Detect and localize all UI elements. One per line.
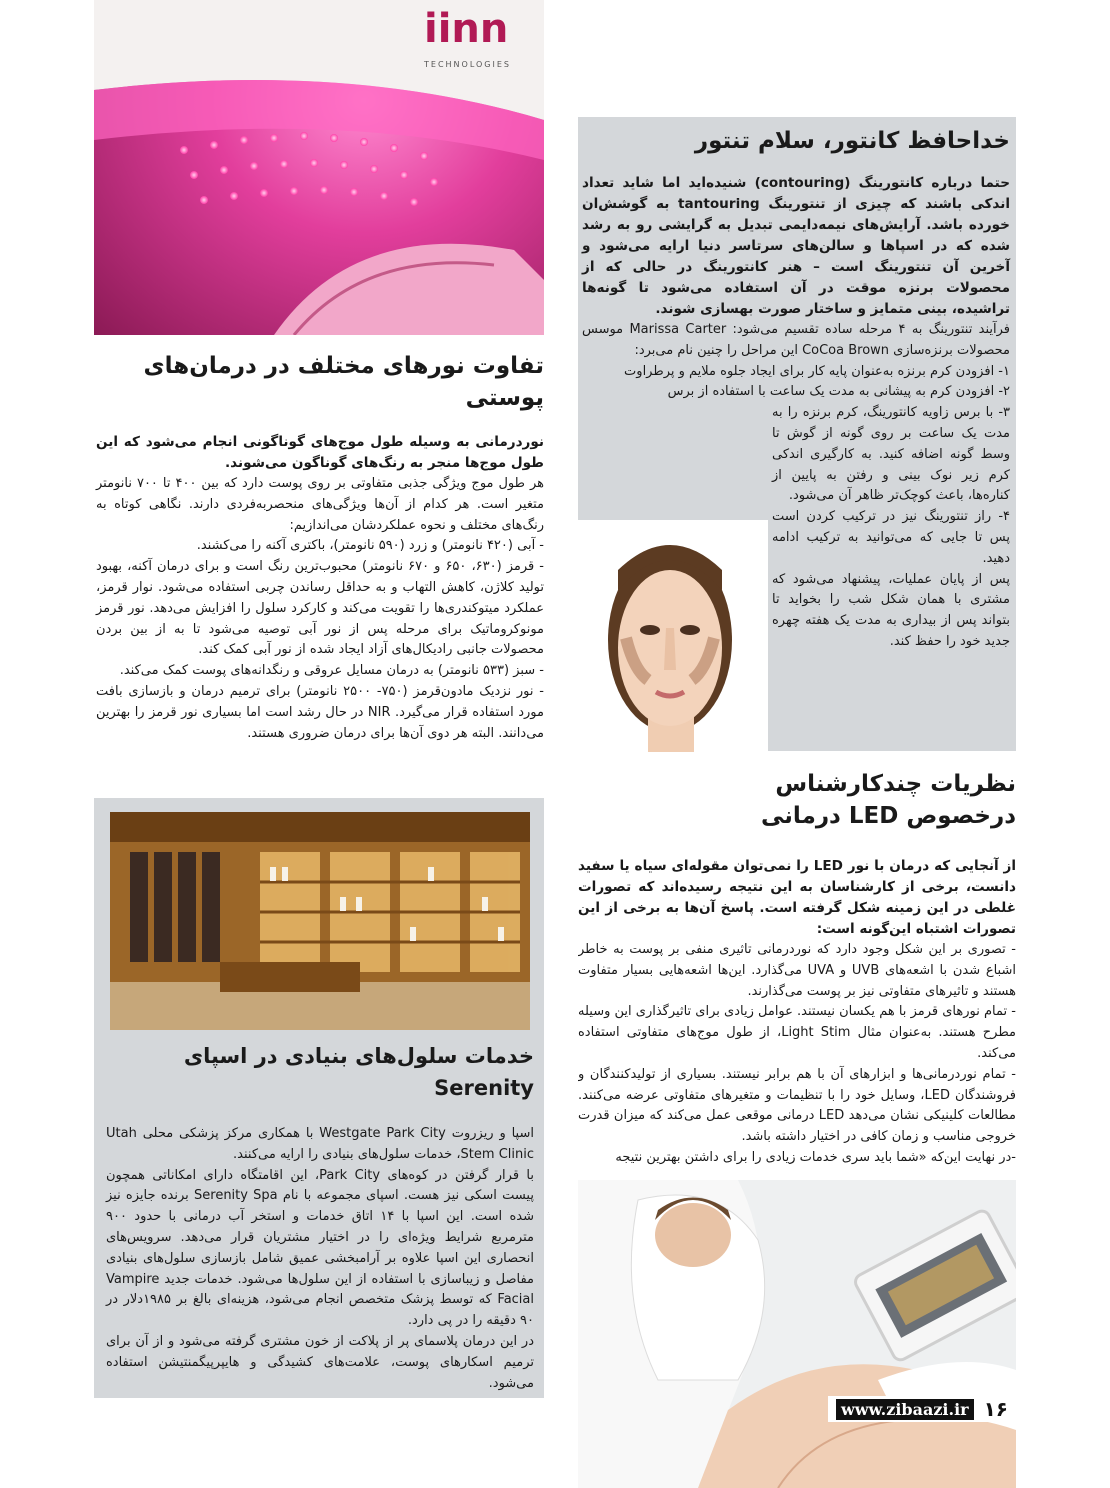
lights-lead: نوردرمانی به وسیله طول موج‌های گوناگونی انجام می‌شود که این طول موج‌ها منجر به رنگ‌های گوناگون می‌شوند.	[96, 434, 544, 471]
experts-title-line-1: نظریات چندکارشناس	[775, 771, 1016, 797]
led-brand-name: iinn	[424, 6, 509, 52]
lights-red: - قرمز (۶۳۰، ۶۵۰ و ۶۷۰ نانومتر) محبوب‌ترین رنگ است و برای درمان آکنه، بهبود تولید کلاژن، کاهش التهاب و به حداقل رساندن چربی استفاده می‌شود. نوار قرمز، عملکرد میتوکندری‌ها را تقویت می‌کند و کارکرد سلول را افزایش می‌دهد. نور قرمز مونوکروماتیک برای مرحله پس از نور آبی توصیه می‌شود تا به از بین بردن محصولات جانبی رادیکال‌های آزاد ایجاد شده از نور آبی کمک کند.	[96, 559, 544, 658]
serenity-p2: با قرار گرفتن در کوه‌های Park City، این اقامتگاه دارای امکاناتی همچون پیست اسکی نیز هست. اسپای مجموعه با نام Serenity Spa برنده جایزه نیز شده است. این اسپا با ۱۴ اتاق خدمات و استخر آب درمانی با حدود ۹۰۰ مترمربع شرایط ویژه‌ای را در اختیار مشتریان قرار می‌دهد. سرویس‌های انحصاری این اسپا علاوه بر آرامبخشی عمیق شامل بازسازی سلول‌های بنیادی مفاصل و زیباسازی با استفاده از این سلول‌ها می‌شود. خدمات جدید Vampire Facial که توسط پزشک متخصص انجام می‌شود، هزینه‌ای بالغ بر ۱۹۸۵دلار در ۹۰ دقیقه را در پی دارد.	[106, 1167, 535, 1329]
contour-intro: فرآیند تنتورینگ به ۴ مرحله ساده تقسیم می‌شود: Marissa Carter موسس محصولات برنزه‌سازی CoCoa Brown این مراحل را چنین نام می‌برد:	[582, 322, 1010, 358]
website-link[interactable]: www.zibaazi.ir	[836, 1399, 974, 1420]
experts-title-line-2: درخصوص LED درمانی	[761, 803, 1016, 829]
lights-green: - سبز (۵۳۳ نانومتر) به درمان مسایل عروقی و رنگدانه‌های پوست کمک می‌کند.	[119, 663, 544, 679]
lights-title: تفاوت نورهای مختلف در درمان‌های پوستی	[143, 353, 544, 411]
led-brand-logo	[424, 6, 544, 71]
serenity-title: خدمات سلول‌های بنیادی در اسپای Serenity	[183, 1044, 534, 1100]
spa-shelves-illustration	[110, 812, 530, 1030]
lights-article	[96, 350, 544, 744]
contour-title: خداحافظ کانتور، سلام تنتور	[694, 128, 1010, 154]
contour-after: پس از پایان عملیات، پیشنهاد می‌شود که مشتری با همان شکل شب را بخواید تا بتواند پس از بیداری به مدت یک هفته چهره جدید خود را حفظ کند.	[772, 571, 1010, 649]
serenity-p3: در این درمان پلاسمای پر از پلاکت از خون مشتری گرفته می‌شود و از آن برای ترمیم اسکارهای پوست، علامت‌های کشیدگی و هایپرپیگمنتیشن استفاده می‌شود.	[106, 1333, 534, 1391]
experts-article	[578, 768, 1016, 1180]
spa-shop-photo	[110, 812, 530, 1030]
experts-bullet-3: - تمام نوردرمانی‌ها و ابزارهای آن با هم برابر نیستند. بسیاری از تولیدکنندگان و فروشندگان LED، وسایل خود را با تنظیمات و متغیرهای متفاوتی عرضه می‌کنند. مطالعات کلینیکی نشان می‌دهد LED درمانی موقعی عمل می‌کند که میزان قدرت خروجی مناسب و زمان کافی در اختیار داشته باشد.	[578, 1066, 1016, 1145]
page-footer	[828, 1396, 1016, 1422]
page-number: ۱۶	[983, 1397, 1008, 1421]
facial-treatment-illustration	[578, 1180, 1016, 1488]
experts-bullet-1: - تصوری بر این شکل وجود دارد که نوردرمانی تاثیری منفی بر پوست به خاطر اشباع شدن با اشعه‌های UVB و UVA می‌گذارد. این‌ها اشعه‌هایی بسیار متفاوت هستند و تاثیرهای متفاوتی نیز بر پوست می‌گذارند.	[578, 942, 1016, 999]
led-brand-sub: TECHNOLOGIES	[424, 60, 511, 69]
experts-bullet-2: - تمام نورهای قرمز با هم یکسان نیستند. عوامل زیادی برای تاثیرگذاری این وسیله مطرح هستند. به‌عنوان مثال Light Stim، از طول موج‌های متفاوتی استفاده می‌کند.	[578, 1004, 1016, 1061]
contour-step-3: ۳- با برس زاویه کانتورینگ، کرم برنزه را به مدت یک ساعت بر روی گونه از گوش تا وسط گونه اضافه کنید. به کارگیری اندکی کرم زیر نوک بینی و رفتن به پایین از کناره‌ها، باعث کوچک‌تر ظاهر آن می‌شود.	[772, 405, 1010, 504]
lights-nir: - نور نزدیک مادون‌قرمز (۷۵۰- ۲۵۰۰ نانومتر) برای ترمیم درمان و بازسازی بافت مورد استفاده قرار می‌گیرد. NIR در حال رشد است اما بسیاری نور قرمز را بهترین می‌دانند. البته هر دوی آن‌ها برای درمان ضروری هستند.	[96, 683, 544, 741]
experts-lead: از آنجایی که درمان با نور LED را نمی‌توان مقوله‌ای سیاه یا سفید دانست، برخی از کارشناسان به این نتیجه رسیده‌اند که تصورات غلطی در این زمینه شکل گرفته است. پاسخ آن‌ها به برخی از این تصورات اشتباه این‌گونه است:	[578, 858, 1016, 937]
serenity-article	[106, 1040, 534, 1394]
experts-bullet-4: -در نهایت این‌که «شما باید سری خدمات زیادی را برای داشتن بهترین نتیجه	[615, 1149, 1016, 1165]
contour-lead: حتما درباره کانتورینگ (contouring) شنیده‌اید اما شاید تعداد اندکی باشند که چیزی از تنتورینگ tantouring به گوشش‌ان خورده باشد. آرایش‌های نیمه‌دایمی تبدیل به گرایشی رو به رشد شده که در اسپاها و سالن‌های سرتاسر دنیا ارایه می‌شود و آخرین آن تنتورینگ است – هنر کانتورینگ در حالی که از محصولات برنزه موقت در آن استفاده می‌شود تا گونه‌ها تراشیده، بینی متمایز و ساختار صورت بهسازی شوند.	[582, 175, 1011, 317]
serenity-p1: اسپا و ریزروت Westgate Park City با همکاری مرکز پزشکی محلی Utah Stem Clinic، خدمات سلول‌های بنیادی را ارایه می‌کنند.	[106, 1126, 534, 1162]
lights-blue-yellow: - آبی (۴۲۰ نانومتر) و زرد (۵۹۰ نانومتر)، باکتری آکنه را می‌کشند.	[196, 538, 544, 554]
led-mask-photo	[94, 0, 544, 335]
led-treatment-photo	[578, 1180, 1016, 1488]
lights-intro: هر طول موج ویژگی جذبی متفاوتی بر روی پوست دارد که بین ۴۰۰ تا ۷۰۰ نانومتر متغیر است. هر کدام از آن‌ها ویژگی‌های منحصربه‌فردی دارند. نگاهی کوتاه به رنگ‌های مختلف و نحوه عملکردشان می‌اندازیم:	[96, 476, 545, 533]
contour-face-photo	[578, 520, 768, 752]
woman-face-illustration	[578, 520, 768, 752]
contour-step-1: ۱- افزودن کرم برنزه به‌عنوان پایه کار برای ایجاد جلوه ملایم و پرطراوت	[624, 363, 1010, 379]
contour-step-4: ۴- راز تنتورینگ نیز در ترکیب کردن است پس تا جایی که می‌توانید به ترکیب ادامه دهید.	[772, 509, 1010, 566]
contour-step-2: ۲- افزودن کرم به پیشانی به مدت یک ساعت با استفاده از برس	[667, 384, 1010, 400]
